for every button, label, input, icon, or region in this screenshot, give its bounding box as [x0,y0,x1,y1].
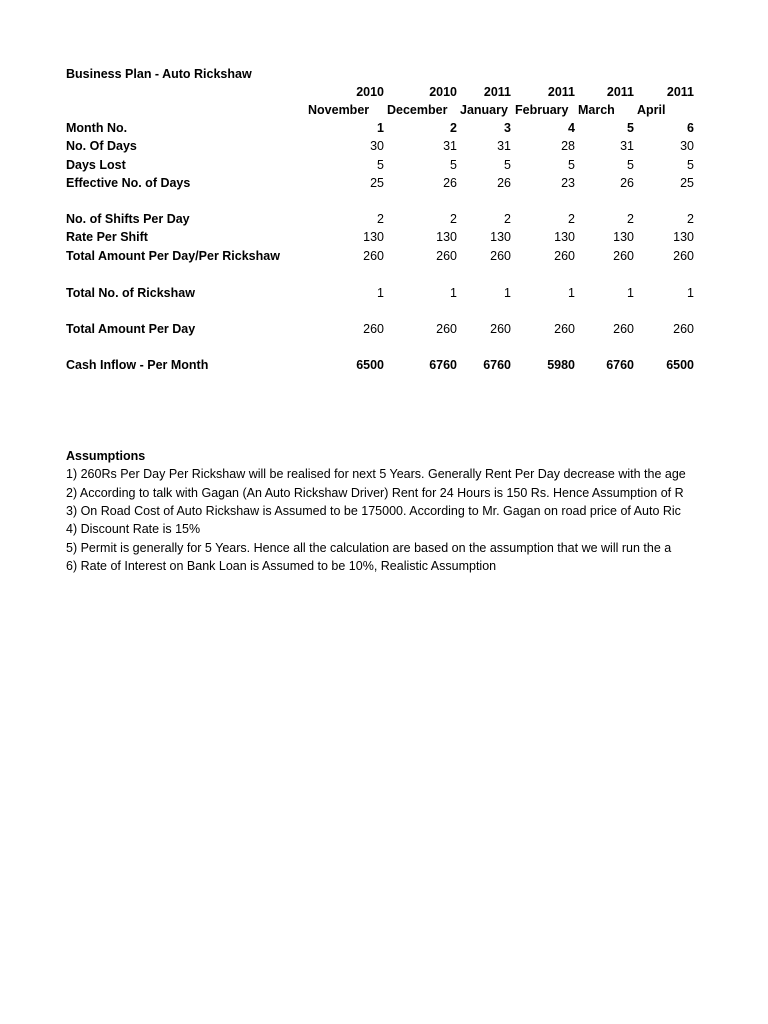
assumption-item: 1) 260Rs Per Day Per Rickshaw will be realised for next 5 Years. Generally Rent Per Day decrease with the age [66,467,686,481]
row-label: No. Of Days [66,139,137,153]
table-cell: 31 [443,139,457,153]
assumption-item: 6) Rate of Interest on Bank Loan is Assumed to be 10%, Realistic Assumption [66,559,497,573]
table-cell: 2 [568,212,575,226]
table-cell: 260 [554,322,575,336]
table-cell: 260 [363,249,384,263]
table-cell: 5 [504,158,511,172]
table-cell: 1 [377,121,384,135]
table-cell: 31 [620,139,634,153]
table-cell: 31 [497,139,511,153]
table-cell: 6500 [356,358,384,372]
table-cell: 260 [673,249,694,263]
month-header: February [515,103,569,117]
table-cell: 260 [673,322,694,336]
table-cell: 5 [377,158,384,172]
assumption-item: 4) Discount Rate is 15% [66,522,201,536]
table-cell: 260 [363,322,384,336]
row-label: Month No. [66,121,128,135]
table-cell: 2 [504,212,511,226]
table-cell: 30 [680,139,694,153]
table-cell: 130 [436,230,457,244]
table-cell: 1 [450,286,457,300]
table-cell: 260 [436,322,457,336]
table-cell: 130 [363,230,384,244]
table-cell: 260 [613,322,634,336]
row-label: Cash Inflow - Per Month [66,358,209,372]
table-cell: 25 [680,176,694,190]
table-cell: 2 [627,212,634,226]
table-cell: 130 [673,230,694,244]
table-cell: 130 [613,230,634,244]
year-header: 2011 [666,85,694,99]
year-header: 2011 [606,85,634,99]
table-cell: 5 [627,121,634,135]
table-cell: 260 [554,249,575,263]
table-cell: 2 [450,212,457,226]
assumption-item: 3) On Road Cost of Auto Rickshaw is Assumed to be 175000. According to Mr. Gagan on road price of Auto Ric [66,504,681,518]
year-header: 2011 [547,85,575,99]
row-label: Days Lost [66,158,126,172]
table-cell: 25 [370,176,384,190]
table-cell: 6760 [483,358,511,372]
table-cell: 5 [627,158,634,172]
table-cell: 26 [620,176,634,190]
row-label: No. of Shifts Per Day [66,212,190,226]
table-cell: 2 [450,121,457,135]
row-label: Total Amount Per Day [66,322,196,336]
month-header: March [578,103,615,117]
table-cell: 5980 [547,358,575,372]
row-label: Effective No. of Days [66,176,191,190]
table-cell: 6760 [429,358,457,372]
table-cell: 1 [627,286,634,300]
table-cell: 28 [561,139,575,153]
assumption-item: 2) According to talk with Gagan (An Auto Rickshaw Driver) Rent for 24 Hours is 150 Rs. Hence Assumption of R [66,486,684,500]
table-cell: 5 [450,158,457,172]
table-cell: 260 [436,249,457,263]
assumptions-heading: Assumptions [66,449,146,463]
month-header: January [460,103,508,117]
row-label: Total Amount Per Day/Per Rickshaw [66,249,280,263]
table-cell: 130 [490,230,511,244]
table-cell: 30 [370,139,384,153]
table-cell: 4 [568,121,575,135]
table-cell: 2 [377,212,384,226]
row-label: Rate Per Shift [66,230,148,244]
row-label: Total No. of Rickshaw [66,286,195,300]
year-header: 2010 [429,85,457,99]
year-header: 2011 [483,85,511,99]
table-cell: 3 [504,121,511,135]
month-header: December [387,103,448,117]
sheet-title: Business Plan - Auto Rickshaw [66,67,252,81]
table-cell: 23 [561,176,575,190]
assumption-item: 5) Permit is generally for 5 Years. Hence all the calculation are based on the assumption that we will run the a [66,541,672,555]
table-cell: 1 [568,286,575,300]
table-cell: 5 [687,158,694,172]
table-cell: 130 [554,230,575,244]
table-cell: 1 [377,286,384,300]
month-header: April [637,103,666,117]
table-cell: 6500 [666,358,694,372]
table-cell: 260 [490,322,511,336]
month-header: November [308,103,370,117]
table-cell: 6760 [606,358,634,372]
table-cell: 26 [443,176,457,190]
table-cell: 2 [687,212,694,226]
table-cell: 260 [490,249,511,263]
table-cell: 26 [497,176,511,190]
table-cell: 6 [687,121,694,135]
table-cell: 260 [613,249,634,263]
table-cell: 1 [504,286,511,300]
year-header: 2010 [356,85,384,99]
table-cell: 5 [568,158,575,172]
table-cell: 1 [687,286,694,300]
